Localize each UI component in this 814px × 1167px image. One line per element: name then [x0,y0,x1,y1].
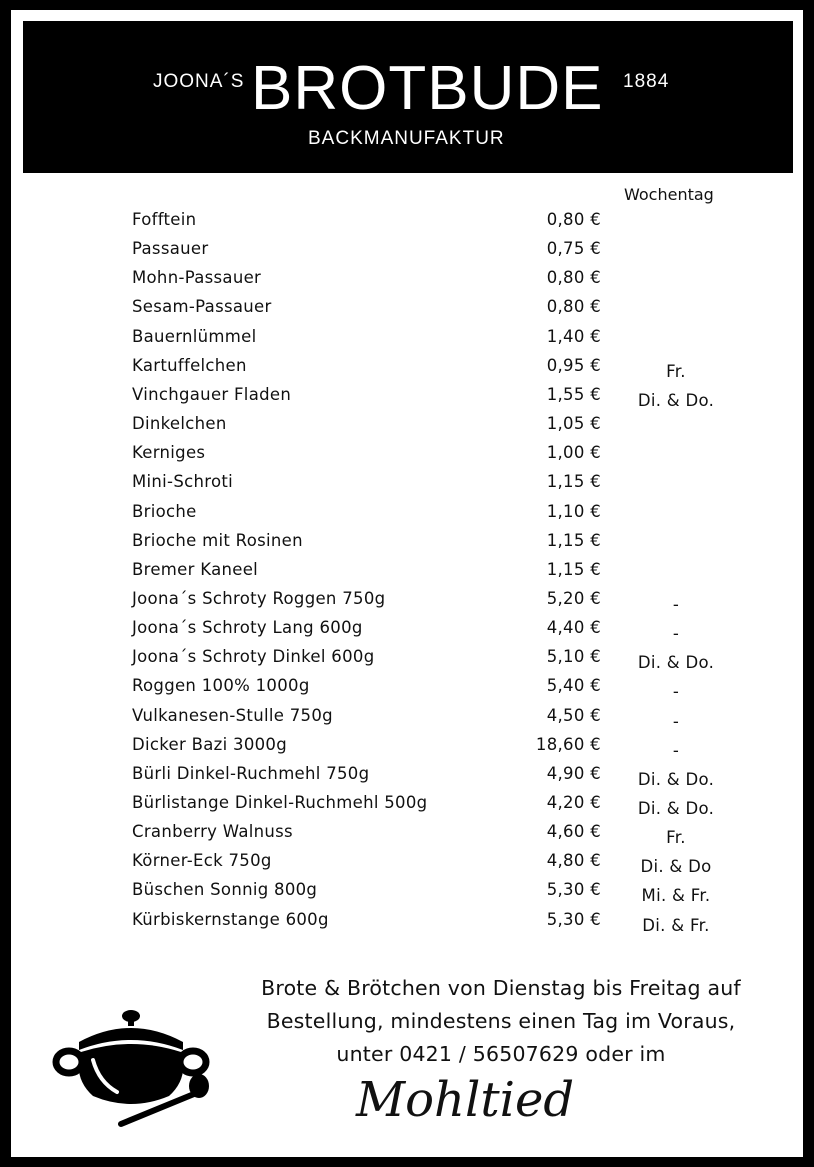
item-price: 4,90 € [546,763,601,783]
menu-row [11,822,803,851]
item-name: Brioche mit Rosinen [132,530,303,550]
order-notice-line: unter 0421 / 56507629 oder im [336,1042,666,1066]
shop-signature: Mohltied [356,1072,575,1128]
brand-subtitle: BACKMANUFAKTUR [308,128,505,149]
item-price: 18,60 € [535,734,601,754]
cooking-pot-ladle-icon [51,1000,221,1140]
menu-row [11,880,803,909]
item-name: Kartuffelchen [132,355,247,375]
item-name: Joona´s Schroty Lang 600g [132,618,363,638]
menu-row [11,706,803,735]
item-price: 0,95 € [546,355,601,375]
item-name: Bremer Kaneel [132,559,259,579]
menu-row [11,676,803,705]
item-name: Mini-Schroti [132,472,233,492]
item-name: Büschen Sonnig 800g [132,880,318,900]
menu-row [11,851,803,880]
order-notice-line: Brote & Brötchen von Dienstag bis Freitag auf [261,976,741,1000]
item-price: 1,00 € [546,443,601,463]
item-price: 0,80 € [546,297,601,317]
item-price: 5,30 € [546,880,601,900]
item-name: Bürlistange Dinkel-Ruchmehl 500g [132,793,428,812]
menu-row [11,589,803,618]
item-weekday: - [672,711,680,731]
item-price: 1,15 € [546,559,601,579]
item-name: Roggen 100% 1000g [132,676,310,696]
menu-row [11,414,803,443]
menu-row [11,560,803,589]
menu-row [11,502,803,531]
item-name: Cranberry Walnuss [132,822,293,842]
menu-row [11,239,803,268]
menu-sheet [11,10,803,1157]
item-weekday: Di. & Fr. [642,915,710,935]
menu-row [11,472,803,501]
item-price: 1,10 € [546,501,601,521]
item-price: 1,05 € [546,414,601,434]
item-weekday: Di. & Do [640,857,712,877]
item-price: 4,80 € [546,851,601,871]
item-weekday: Di. & Do. [637,390,715,410]
weekday-column-header: Wochentag [624,185,714,204]
item-price: 4,60 € [546,822,601,842]
menu-row [11,297,803,326]
menu-row [11,618,803,647]
item-price: 0,80 € [546,210,601,229]
menu-row [11,356,803,385]
item-weekday: - [672,624,680,644]
order-notice [206,972,796,1071]
item-name: Sesam-Passauer [132,297,272,317]
menu-row [11,735,803,764]
menu-row [11,268,803,297]
item-price: 4,50 € [546,705,601,725]
item-name: Brioche [132,501,197,521]
item-weekday: Mi. & Fr. [641,886,711,906]
item-price: 5,40 € [546,676,601,696]
brand-owner: JOONA´S [153,71,245,92]
item-name: Körner-Eck 750g [132,851,272,871]
brand-year: 1884 [623,71,670,92]
item-name: Mohn-Passauer [132,268,262,288]
item-name: Kerniges [132,443,206,463]
item-price: 1,15 € [546,530,601,550]
item-name: Joona´s Schroty Roggen 750g [132,588,386,608]
item-weekday: Di. & Do. [637,769,715,789]
item-name: Vinchgauer Fladen [132,384,292,404]
item-price: 1,40 € [546,326,601,346]
menu-row [11,910,803,939]
item-name: Kürbiskernstange 600g [132,909,329,929]
item-name: Dinkelchen [132,414,227,434]
brand-title: BROTBUDE [251,54,604,123]
item-price: 1,55 € [546,384,601,404]
menu-row [11,443,803,472]
item-price: 0,80 € [546,268,601,288]
item-price: 4,40 € [546,618,601,638]
item-price: 1,15 € [546,472,601,492]
item-name: Joona´s Schroty Dinkel 600g [132,647,375,667]
item-name: Fofftein [132,210,197,229]
menu-row [11,647,803,676]
menu-row [11,764,803,793]
item-name: Bürli Dinkel-Ruchmehl 750g [132,763,370,783]
item-weekday: Fr. [666,361,686,381]
item-name: Passauer [132,239,209,259]
item-weekday: Di. & Do. [637,653,715,673]
item-weekday: Fr. [666,828,686,848]
item-weekday: - [672,740,680,760]
menu-row [11,210,803,239]
menu-row [11,385,803,414]
menu-row [11,531,803,560]
header-banner [23,21,793,173]
item-price: 5,10 € [546,647,601,667]
order-notice-line: Bestellung, mindestens einen Tag im Voraus, [266,1009,736,1033]
item-price: 0,75 € [546,239,601,259]
item-weekday: - [672,682,680,702]
item-weekday: Di. & Do. [637,799,715,818]
item-name: Bauernlümmel [132,326,257,346]
item-weekday: - [672,594,680,614]
item-price: 5,20 € [546,588,601,608]
item-price: 4,20 € [546,793,601,812]
menu-row [11,327,803,356]
menu-row [11,793,803,822]
item-name: Vulkanesen-Stulle 750g [132,705,333,725]
item-name: Dicker Bazi 3000g [132,734,287,754]
item-price: 5,30 € [546,909,601,929]
